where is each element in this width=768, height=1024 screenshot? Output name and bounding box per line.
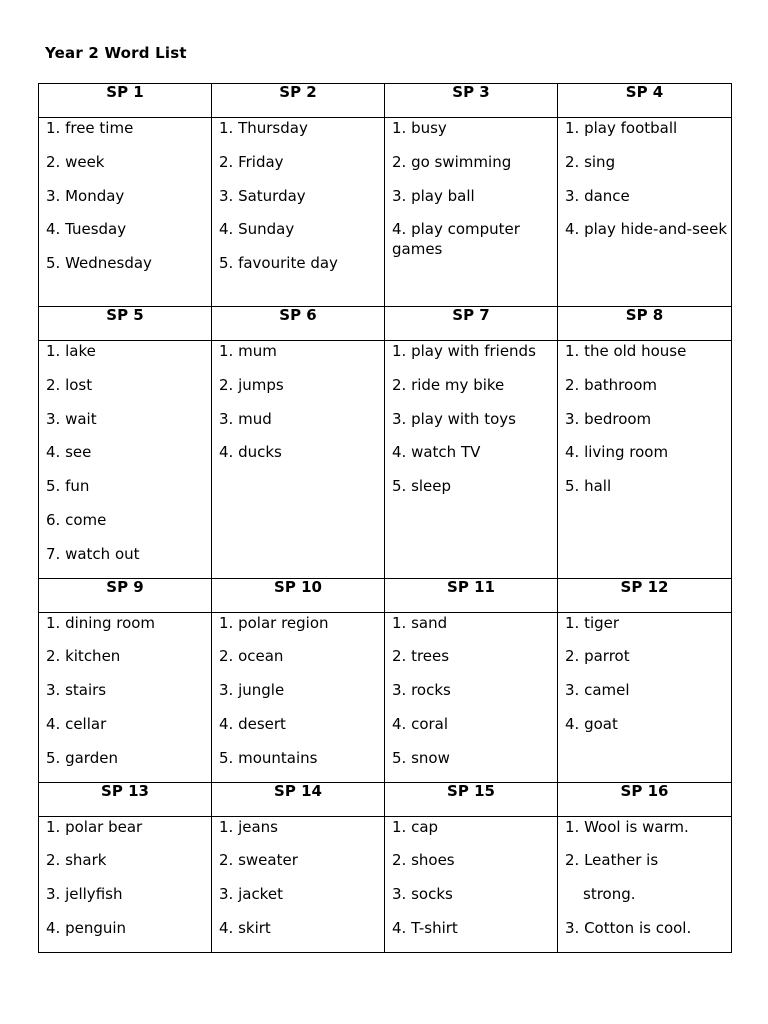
word-list [565,613,731,734]
word-item: 1. dining room [46,613,156,632]
table-content-row [39,341,732,579]
word-item: strong. [583,885,636,904]
word-item: 3. socks [392,885,453,904]
word-item: 2. ride my bike [392,375,505,394]
word-item: 2. shoes [392,851,455,870]
section-cell [385,341,558,579]
section-header [385,578,558,612]
word-list [565,341,731,496]
word-item: 2. Leather is [565,851,659,870]
word-list [392,613,557,768]
section-cell [39,612,212,782]
table-header-row [39,307,732,341]
section-cell [212,118,385,307]
section-header [385,84,558,118]
word-item: 1. polar region [219,613,329,632]
word-item: 1. play football [565,119,678,137]
word-item: 1. jeans [219,817,278,836]
word-item: 3. jellyfish [46,885,123,904]
word-item: 1. Wool is warm. [565,817,689,836]
word-item: 4. goat [565,714,618,733]
section-label: SP 6 [279,306,317,324]
word-item: 2. shark [46,851,107,870]
word-item: 3. mud [219,409,272,428]
section-label: SP 2 [279,83,317,101]
section-cell [212,341,385,579]
word-item: 4. desert [219,714,286,733]
word-item: 4. cellar [46,714,107,733]
word-item: 1. lake [46,342,96,360]
section-cell [558,612,732,782]
word-list [219,817,384,938]
section-header [385,782,558,816]
word-item: 7. watch out [46,544,140,563]
word-item: 4. Tuesday [46,220,127,239]
word-item: 1. sand [392,613,448,632]
table-content-row [39,816,732,952]
section-label: SP 14 [274,781,322,800]
section-header [39,84,212,118]
word-item: 4. play computer games [392,220,520,259]
word-item: 3. jungle [219,681,285,700]
word-item: 5. favourite day [219,254,338,273]
section-cell [39,816,212,952]
section-label: SP 10 [274,577,322,596]
section-header [39,578,212,612]
word-item: 2. bathroom [565,375,657,394]
word-item: 3. wait [46,409,97,428]
word-item: 3. camel [565,681,630,700]
word-list [219,341,384,462]
section-label: SP 9 [106,577,144,596]
word-item: 3. play with toys [392,409,516,428]
word-item: 4. living room [565,443,669,462]
section-header [212,307,385,341]
word-list [46,817,211,938]
section-label: SP 13 [101,781,149,800]
word-item: 2. go swimming [392,152,512,171]
section-header [212,84,385,118]
section-header [558,578,732,612]
word-item: 4. penguin [46,918,127,937]
word-list [219,613,384,768]
section-header [212,578,385,612]
word-item: 1. free time [46,119,134,137]
word-list [565,817,731,938]
section-cell [385,612,558,782]
word-item: 3. Cotton is cool. [565,918,692,937]
word-list [565,118,731,239]
word-item: 4. ducks [219,443,282,462]
word-list-table [38,83,732,953]
table-header-row [39,782,732,816]
word-item: 4. skirt [219,918,271,937]
word-item: 4. see [46,443,92,462]
section-header [558,307,732,341]
section-header [385,307,558,341]
section-label: SP 12 [620,577,669,596]
page-title: Year 2 Word List [45,44,187,62]
section-cell [558,341,732,579]
word-item: 4. T-shirt [392,918,458,937]
section-cell [558,118,732,307]
section-header [558,84,732,118]
section-cell [558,816,732,952]
word-item: 5. Wednesday [46,254,152,273]
word-item: 4. coral [392,714,449,733]
section-cell [212,816,385,952]
section-cell [39,341,212,579]
word-list [392,817,557,938]
word-item: 3. stairs [46,681,107,700]
section-label: SP 11 [447,577,495,596]
word-item: 1. polar bear [46,817,143,836]
table-header-row [39,84,732,118]
word-item: 1. tiger [565,613,620,632]
word-item: 2. kitchen [46,647,121,666]
word-list [219,118,384,273]
section-header [558,782,732,816]
section-label: SP 3 [452,83,490,101]
section-label: SP 7 [452,306,490,324]
word-item: 2. parrot [565,647,630,666]
table-header-row [39,578,732,612]
word-item: 2. sing [565,152,616,171]
word-item: 1. Thursday [219,119,308,137]
word-list [46,118,211,273]
word-item: 2. trees [392,647,450,666]
word-item: 5. fun [46,477,90,496]
section-cell [39,118,212,307]
section-cell [385,118,558,307]
word-list [46,341,211,564]
word-item: 3. bedroom [565,409,652,428]
word-list [392,341,557,496]
section-header [212,782,385,816]
word-item: 5. snow [392,748,450,767]
section-label: SP 4 [625,83,664,101]
word-item: 2. sweater [219,851,298,870]
table-content-row [39,118,732,307]
word-item: 3. Saturday [219,186,306,205]
word-item: 2. jumps [219,375,284,394]
word-item: 3. dance [565,186,630,205]
word-item: 3. jacket [219,885,283,904]
word-item: 4. watch TV [392,443,481,462]
word-item: 4. Sunday [219,220,295,239]
word-item: 6. come [46,510,107,529]
word-item: 5. sleep [392,477,452,496]
word-item: 1. busy [392,119,447,137]
word-item: 1. mum [219,342,277,360]
section-cell [212,612,385,782]
table-content-row [39,612,732,782]
section-label: SP 16 [620,781,669,800]
word-item: 5. garden [46,748,118,767]
word-item: 3. Monday [46,186,125,205]
section-label: SP 5 [106,306,144,324]
word-item: 4. play hide-and-seek [565,220,728,239]
word-item: 1. play with friends [392,342,536,360]
section-label: SP 8 [625,306,664,324]
section-label: SP 1 [106,83,144,101]
word-item: 3. rocks [392,681,451,700]
word-item: 5. mountains [219,748,318,767]
word-item: 5. hall [565,477,612,496]
section-header [39,307,212,341]
word-item: 1. cap [392,817,439,836]
word-item: 3. play ball [392,186,475,205]
section-header [39,782,212,816]
word-item: 2. lost [46,375,93,394]
word-item: 2. Friday [219,152,284,171]
word-list [46,613,211,768]
word-item: 1. the old house [565,342,687,360]
word-list [392,118,557,259]
word-item: 2. ocean [219,647,284,666]
word-item: 2. week [46,152,105,171]
section-cell [385,816,558,952]
section-label: SP 15 [447,781,495,800]
